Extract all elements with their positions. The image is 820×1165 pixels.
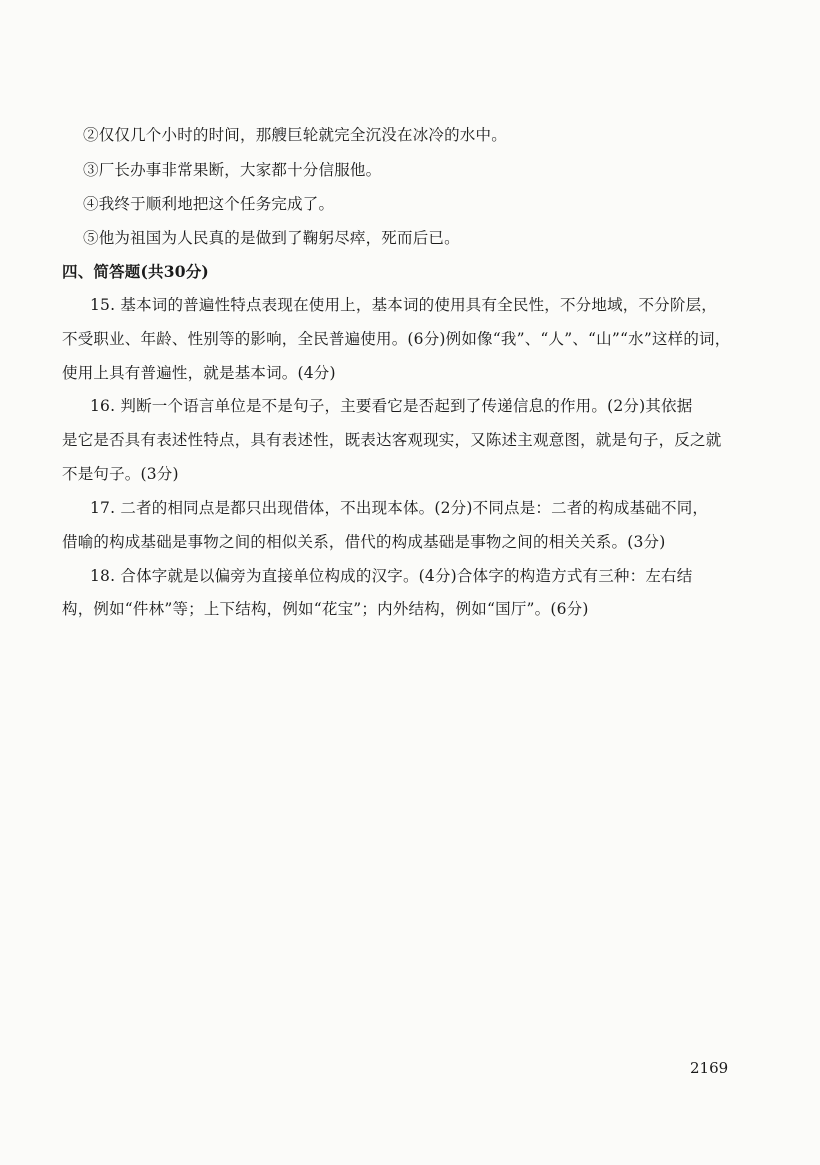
example-5: ⑤他为祖国为人民真的是做到了鞠躬尽瘁，死而后已。 [83, 229, 460, 247]
section-heading: 四、简答题(共30分) [62, 262, 209, 281]
example-4: ④我终于顺利地把这个任务完成了。 [83, 195, 335, 213]
answer-17-line-2: 借喻的构成基础是事物之间的相似关系，借代的构成基础是事物之间的相关关系。(3分) [62, 533, 666, 551]
example-2: ②仅仅几个小时的时间，那艘巨轮就完全沉没在冰冷的水中。 [83, 126, 507, 144]
answer-15-line-3: 使用上具有普遍性，就是基本词。(4分) [62, 364, 336, 382]
answer-18-line-2: 构，例如“件林”等；上下结构，例如“花宝”；内外结构，例如“国厅”。(6分) [62, 600, 589, 618]
example-3: ③厂长办事非常果断，大家都十分信服他。 [83, 161, 382, 179]
answer-16-line-2: 是它是否具有表述性特点，具有表述性，既表达客观现实，又陈述主观意图，就是句子，反之就 [62, 431, 722, 449]
answer-15-line-2: 不受职业、年龄、性别等的影响，全民普遍使用。(6分)例如像“我”、“人”、“山”“水”这样的词， [62, 330, 731, 348]
answer-15-line-1: 15. 基本词的普遍性特点表现在使用上，基本词的使用具有全民性，不分地域，不分阶层， [90, 296, 717, 314]
answer-16-line-3: 不是句子。(3分) [62, 465, 179, 483]
answer-18-line-1: 18. 合体字就是以偏旁为直接单位构成的汉字。(4分)合体字的构造方式有三种：左右结 [90, 567, 693, 585]
answer-16-line-1: 16. 判断一个语言单位是不是句子，主要看它是否起到了传递信息的作用。(2分)其依据 [90, 397, 693, 415]
answer-17-line-1: 17. 二者的相同点是都只出现借体，不出现本体。(2分)不同点是：二者的构成基础不同， [90, 499, 709, 517]
page-number: 2169 [690, 1059, 729, 1077]
